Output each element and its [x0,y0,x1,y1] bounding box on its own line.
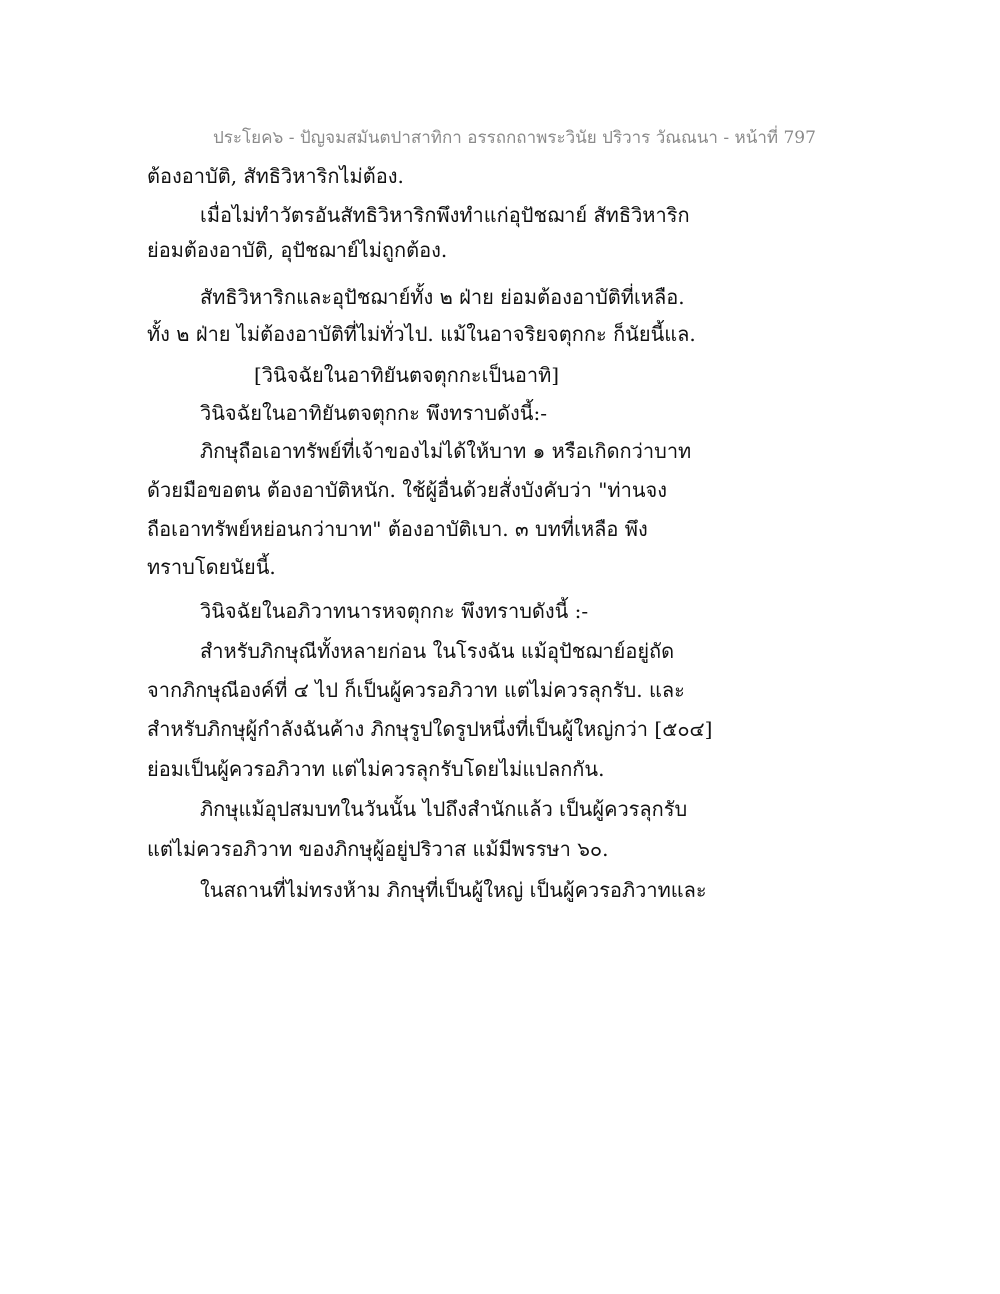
text-line: สำหรับภิกษุณีทั้งหลายก่อน ในโรงฉัน แม้อุปัชฌาย์อยู่ถัด [200,639,675,663]
text-line: ทราบโดยนัยนี้. [147,555,276,579]
text-line: ด้วยมือขอตน ต้องอาบัติหนัก. ใช้ผู้อื่นด้วยสั่งบังคับว่า "ท่านจง [147,478,667,502]
text-line: ย่อมต้องอาบัติ, อุปัชฌาย์ไม่ถูกต้อง. [147,238,448,262]
text-line: สัทธิวิหาริกและอุปัชฌาย์ทั้ง ๒ ฝ่าย ย่อมต้องอาบัติที่เหลือ. [200,285,685,309]
section-heading: [วินิจฉัยในอาทิยันตจตุกกะเป็นอาทิ] [254,363,560,387]
text-line: ภิกษุแม้อุปสมบทในวันนั้น ไปถึงสำนักแล้ว เป็นผู้ควรลุกรับ [200,797,688,821]
text-line: วินิจฉัยในอาทิยันตจตุกกะ พึงทราบดังนี้:- [200,401,547,425]
text-line: จากภิกษุณีองค์ที่ ๔ ไป ก็เป็นผู้ควรอภิวาท แต่ไม่ควรลุกรับ. และ [147,678,685,702]
text-line: แต่ไม่ควรอภิวาท ของภิกษุผู้อยู่ปริวาส แม้มีพรรษา ๖๐. [147,837,609,861]
text-line: ถือเอาทรัพย์หย่อนกว่าบาท" ต้องอาบัติเบา. ๓ บทที่เหลือ พึง [147,517,648,541]
text-line: ทั้ง ๒ ฝ่าย ไม่ต้องอาบัติที่ไม่ทั่วไป. แม้ในอาจริยจตุกกะ ก็นัยนี้แล. [147,322,696,346]
text-line: ในสถานที่ไม่ทรงห้าม ภิกษุที่เป็นผู้ใหญ่ เป็นผู้ควรอภิวาทและ [200,878,707,902]
text-line: ภิกษุถือเอาทรัพย์ที่เจ้าของไม่ได้ให้บาท ๑ หรือเกิดกว่าบาท [200,439,692,463]
running-header: ประโยค๖ - ปัญจมสมันตปาสาทิกา อรรถกถาพระวินัย ปริวาร วัณณนา - หน้าที่ 797 [213,128,816,148]
text-line: ย่อมเป็นผู้ควรอภิวาท แต่ไม่ควรลุกรับโดยไม่แปลกกัน. [147,757,605,781]
text-line: สำหรับภิกษุผู้กำลังฉันค้าง ภิกษุรูปใดรูปหนึ่งที่เป็นผู้ใหญ่กว่า [๕๐๔] [147,717,713,741]
text-line: เมื่อไม่ทำวัตรอันสัทธิวิหาริกพึงทำแก่อุปัชฌาย์ สัทธิวิหาริก [200,203,690,227]
text-line: ต้องอาบัติ, สัทธิวิหาริกไม่ต้อง. [147,164,404,188]
text-line: วินิจฉัยในอภิวาทนารหจตุกกะ พึงทราบดังนี้ :- [200,599,589,623]
